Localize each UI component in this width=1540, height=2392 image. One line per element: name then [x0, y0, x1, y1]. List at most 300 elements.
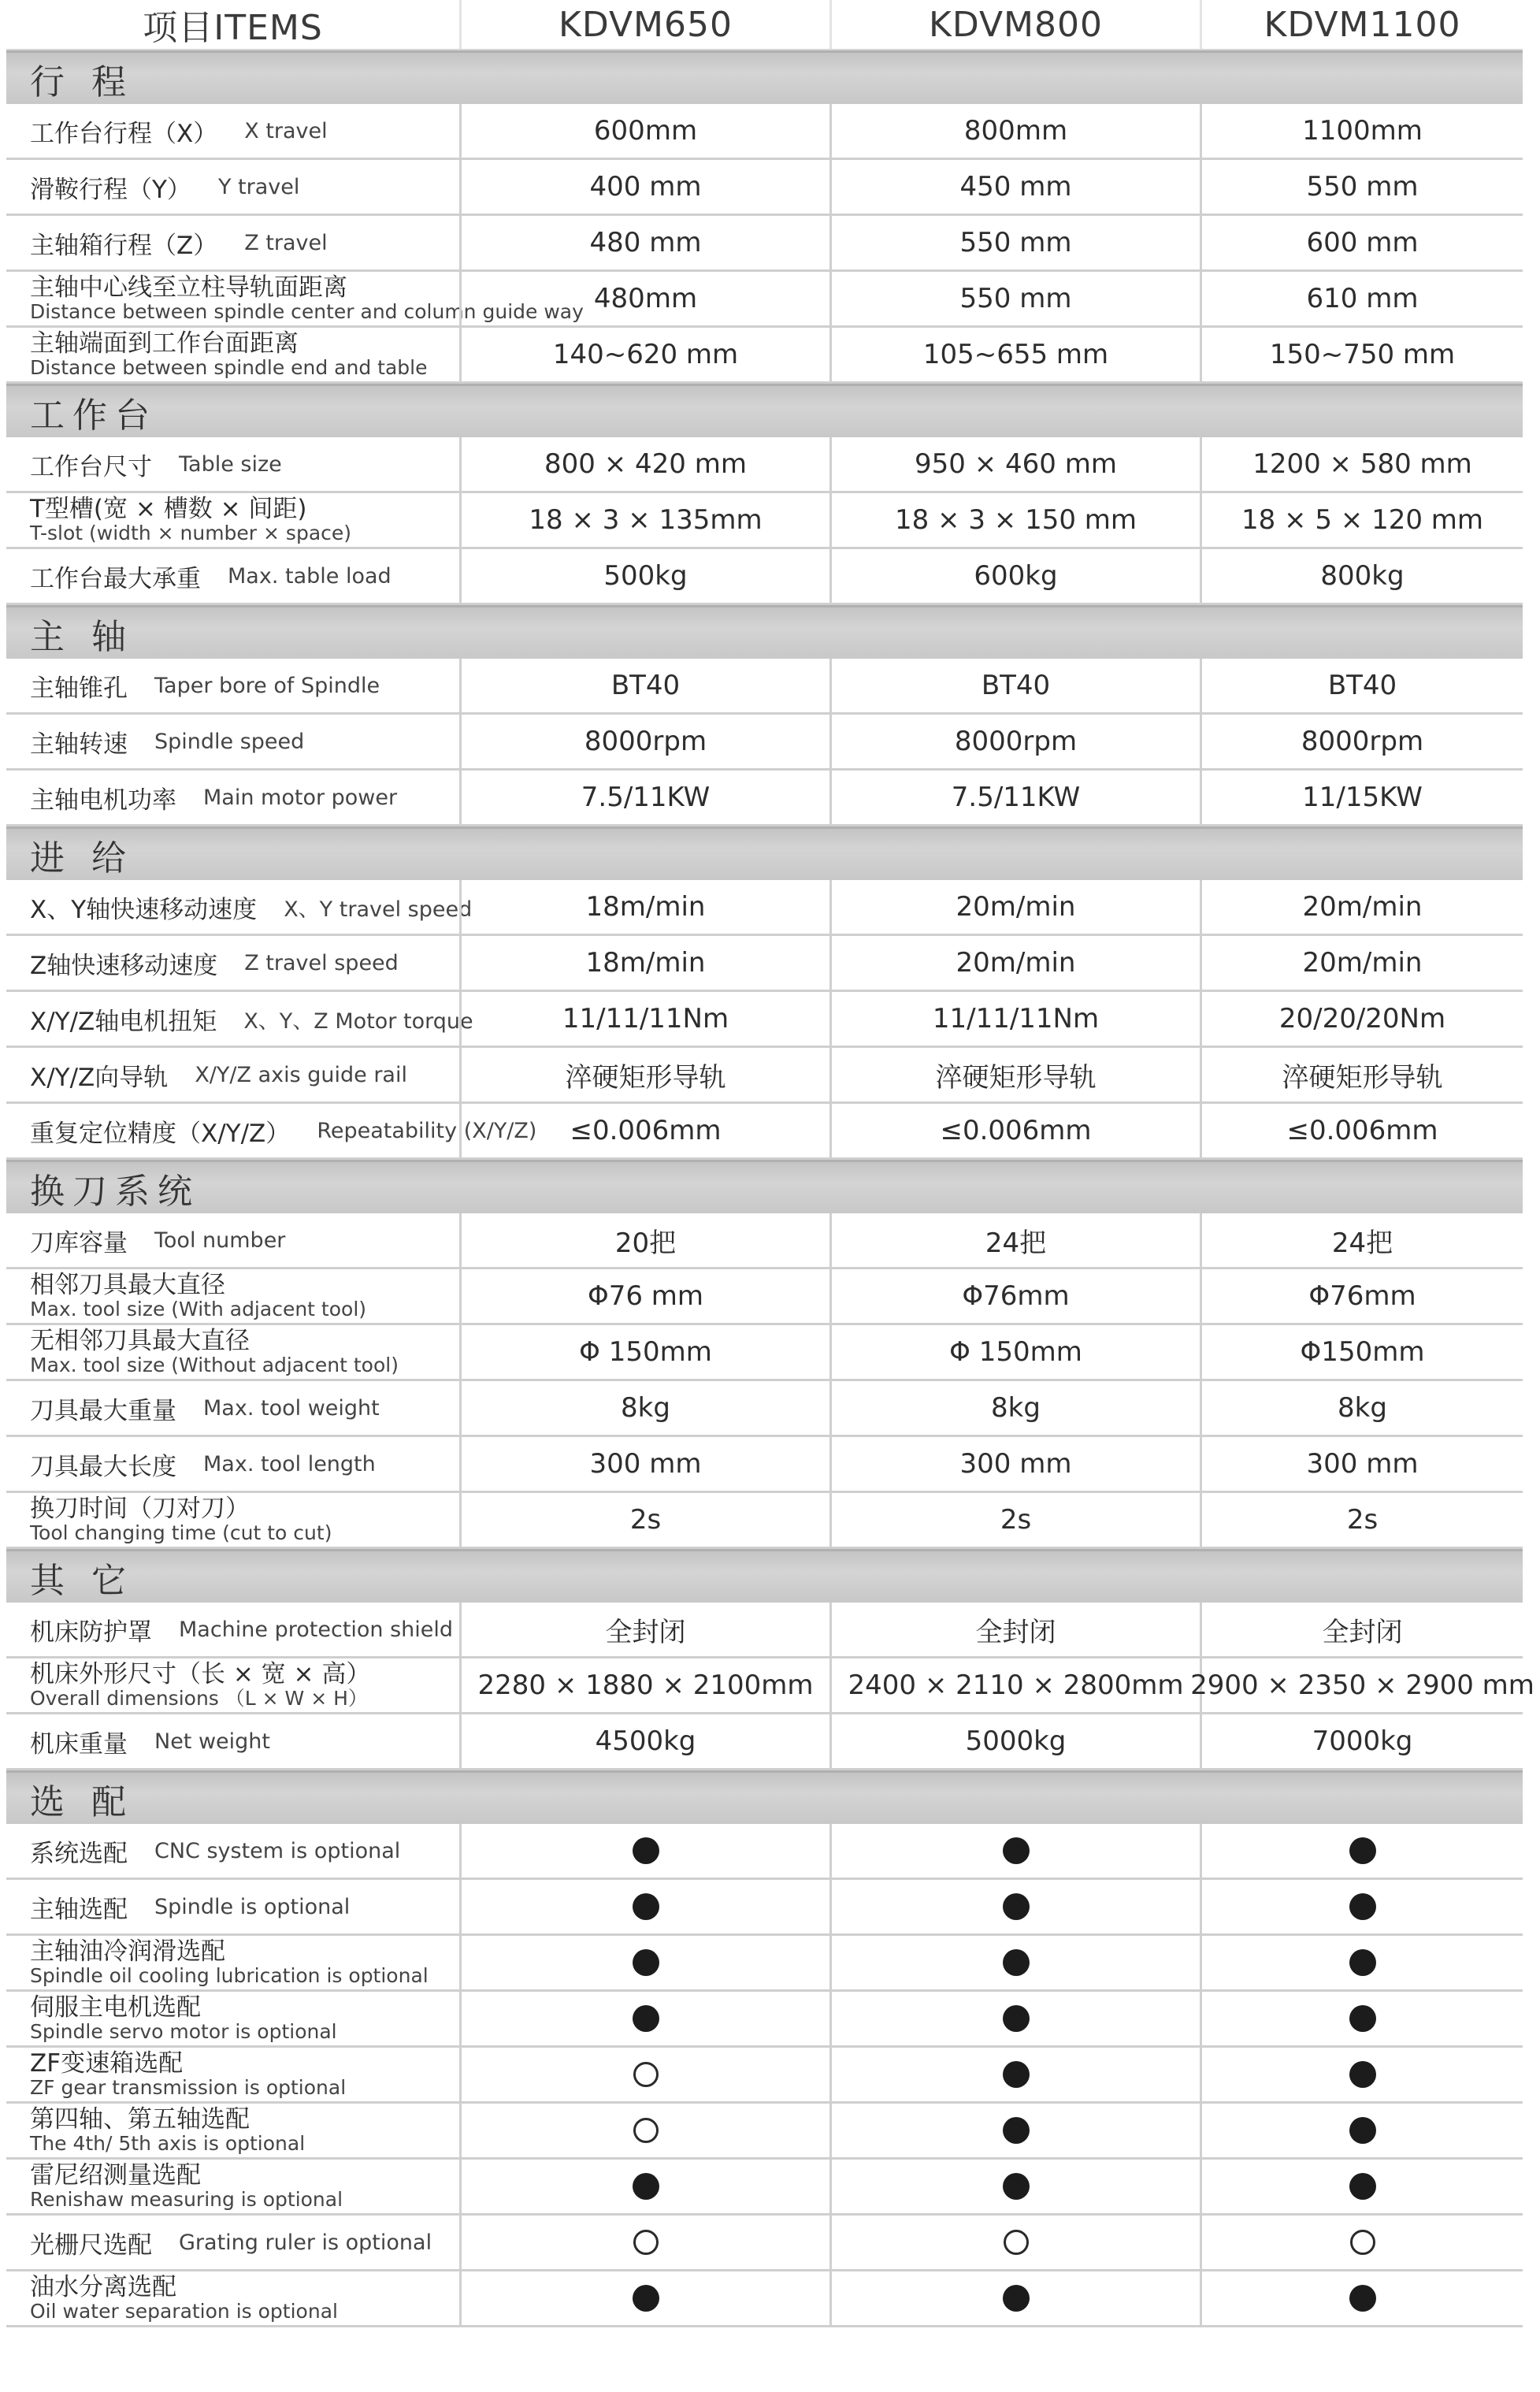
label-zh: 重复定位精度（X/Y/Z）: [30, 1119, 291, 1148]
value-cell-model-2: [829, 659, 1200, 712]
label-zh: 光栅尺选配: [30, 2230, 152, 2260]
value-cell-model-1: [459, 1437, 829, 1491]
table-row: [6, 2216, 1523, 2271]
filled-circle-icon: [1349, 2173, 1376, 2200]
label-en: X、Y travel speed: [284, 897, 473, 922]
label-zh: 机床重量: [30, 1729, 128, 1759]
table-row: [6, 1269, 1523, 1325]
value-cell-model-3: [1200, 2216, 1523, 2269]
spec-value: 淬硬矩形导轨: [1282, 1061, 1443, 1094]
value-cell-model-3: [1200, 771, 1523, 824]
table-row: [6, 2048, 1523, 2104]
row-label: [30, 1269, 366, 1323]
row-label-cell: [6, 160, 459, 214]
label-zh: 刀库容量: [30, 1228, 128, 1257]
label-zh: X、Y轴快速移动速度: [30, 895, 258, 924]
filled-circle-icon: [1349, 1893, 1376, 1920]
open-circle-icon: [633, 2062, 659, 2087]
table-row: [6, 1381, 1523, 1437]
row-label-cell: [6, 659, 459, 712]
table-row: [6, 715, 1523, 771]
spec-value: 480mm: [593, 283, 698, 314]
label-en: Distance between spindle center and column guide way: [30, 300, 584, 323]
label-en: Grating ruler is optional: [179, 2230, 432, 2255]
header-model-3: KDVM1100: [1200, 0, 1523, 49]
spec-value: 全封闭: [1322, 1616, 1403, 1648]
spec-value: 11/11/11Nm: [562, 1003, 729, 1034]
table-row: [6, 1493, 1523, 1549]
row-label: [30, 328, 427, 381]
table-row: [6, 104, 1523, 160]
table-row: [6, 1824, 1523, 1880]
value-cell-model-2: [829, 1381, 1200, 1435]
value-cell-model-1: [459, 328, 829, 381]
label-zh: 油水分离选配: [30, 2273, 176, 2301]
value-cell-model-3: [1200, 992, 1523, 1046]
row-label-cell: [6, 2160, 459, 2213]
value-cell-model-2: [829, 1714, 1200, 1768]
label-en: Repeatability (X/Y/Z): [317, 1118, 537, 1143]
open-circle-icon: [1350, 2230, 1375, 2255]
row-label-cell: [6, 1213, 459, 1267]
spec-value: 5000kg: [965, 1725, 1067, 1757]
section-header: 主 轴: [6, 605, 1523, 659]
label-zh: X/Y/Z向导轨: [30, 1063, 169, 1092]
filled-circle-icon: [1003, 1949, 1030, 1976]
label-en: Max. tool size (With adjacent tool): [30, 1298, 367, 1320]
value-cell-model-1: [459, 1714, 829, 1768]
value-cell-model-3: [1200, 272, 1523, 325]
table-row: [6, 1213, 1523, 1269]
spec-value: ≤0.006mm: [570, 1115, 722, 1146]
label-zh: 主轴箱行程（Z）: [30, 231, 218, 260]
value-cell-model-3: [1200, 1603, 1523, 1656]
spec-value: 18 × 3 × 135mm: [529, 504, 763, 536]
open-circle-icon: [633, 2230, 659, 2255]
value-cell-model-3: [1200, 493, 1523, 547]
value-cell-model-3: [1200, 104, 1523, 158]
value-cell-model-2: [829, 1437, 1200, 1491]
table-row: [6, 272, 1523, 328]
spec-value: 20m/min: [1302, 891, 1423, 923]
value-cell-model-1: [459, 104, 829, 158]
value-cell-model-2: [829, 992, 1200, 1046]
value-cell-model-2: [829, 1658, 1200, 1712]
label-zh: X/Y/Z轴电机扭矩: [30, 1007, 217, 1036]
value-cell-model-3: [1200, 1104, 1523, 1157]
value-cell-model-2: [829, 1824, 1200, 1878]
label-en: X/Y/Z axis guide rail: [195, 1062, 407, 1087]
table-row: [6, 1325, 1523, 1381]
value-cell-model-3: [1200, 437, 1523, 491]
label-en: Max. table load: [228, 563, 391, 589]
value-cell-model-2: [829, 771, 1200, 824]
filled-circle-icon: [1349, 1949, 1376, 1976]
row-label-cell: [6, 1325, 459, 1379]
open-circle-icon: [1004, 2230, 1029, 2255]
label-en: Main motor power: [203, 785, 398, 810]
spec-value: 610 mm: [1306, 283, 1419, 314]
row-label: [30, 104, 328, 158]
row-label-cell: [6, 2216, 459, 2269]
label-en: Distance between spindle end and table: [30, 356, 428, 379]
row-label-cell: [6, 936, 459, 990]
filled-circle-icon: [1003, 1837, 1030, 1864]
row-label: [30, 1381, 380, 1435]
table-row: [6, 2104, 1523, 2160]
label-en: The 4th/ 5th axis is optional: [30, 2132, 306, 2155]
value-cell-model-3: [1200, 1493, 1523, 1547]
spec-value: 550 mm: [959, 227, 1072, 258]
value-cell-model-2: [829, 1493, 1200, 1547]
label-en: X、Y、Z Motor torque: [243, 1008, 473, 1034]
filled-circle-icon: [1003, 2285, 1030, 2312]
value-cell-model-1: [459, 272, 829, 325]
row-label: [30, 1213, 285, 1267]
spec-value: 18m/min: [585, 947, 706, 979]
value-cell-model-2: [829, 936, 1200, 990]
spec-value: Φ76 mm: [587, 1280, 704, 1312]
value-cell-model-3: [1200, 1325, 1523, 1379]
section-header: 选 配: [6, 1770, 1523, 1824]
spec-value: 20m/min: [956, 947, 1076, 979]
spec-value: 2900 × 2350 × 2900 mm: [1190, 1670, 1534, 1701]
row-label-cell: [6, 1269, 459, 1323]
value-cell-model-1: [459, 216, 829, 269]
value-cell-model-1: [459, 936, 829, 990]
spec-value: 20把: [614, 1227, 677, 1259]
value-cell-model-1: [459, 715, 829, 768]
spec-value: 2s: [1000, 1504, 1032, 1536]
row-label: [30, 659, 380, 712]
spec-value: 2s: [629, 1504, 662, 1536]
spec-value: 480 mm: [589, 227, 702, 258]
row-label-cell: [6, 328, 459, 381]
filled-circle-icon: [1349, 2117, 1376, 2144]
filled-circle-icon: [633, 1949, 659, 1976]
row-label: [30, 2104, 305, 2157]
value-cell-model-2: [829, 880, 1200, 934]
spec-value: 7.5/11KW: [951, 782, 1081, 813]
value-cell-model-1: [459, 1493, 829, 1547]
row-label: [30, 1603, 453, 1656]
filled-circle-icon: [633, 1893, 659, 1920]
row-label-cell: [6, 437, 459, 491]
label-en: Spindle is optional: [154, 1894, 351, 1919]
label-en: Tool number: [154, 1228, 286, 1253]
value-cell-model-3: [1200, 1992, 1523, 2045]
label-zh: 工作台尺寸: [30, 452, 152, 481]
table-row: [6, 328, 1523, 384]
spec-value: 24把: [1331, 1227, 1393, 1259]
value-cell-model-1: [459, 1213, 829, 1267]
table-row: [6, 1992, 1523, 2048]
value-cell-model-3: [1200, 1048, 1523, 1101]
value-cell-model-3: [1200, 549, 1523, 603]
row-label-cell: [6, 1603, 459, 1656]
row-label: [30, 1992, 337, 2045]
table-row: [6, 771, 1523, 826]
table-row: [6, 880, 1523, 936]
spec-value: 8kg: [991, 1392, 1041, 1424]
spec-value: 2400 × 2110 × 2800mm: [848, 1670, 1184, 1701]
value-cell-model-1: [459, 2160, 829, 2213]
row-label: [30, 1880, 350, 1933]
table-row: [6, 160, 1523, 216]
row-label-cell: [6, 549, 459, 603]
spec-value: 8000rpm: [584, 726, 707, 757]
row-label-cell: [6, 715, 459, 768]
value-cell-model-1: [459, 1936, 829, 1989]
row-label-cell: [6, 1824, 459, 1878]
row-label-cell: [6, 1493, 459, 1547]
value-cell-model-3: [1200, 2048, 1523, 2101]
value-cell-model-1: [459, 1104, 829, 1157]
value-cell-model-3: [1200, 659, 1523, 712]
header-model-2: KDVM800: [829, 0, 1200, 49]
row-label-cell: [6, 1714, 459, 1768]
value-cell-model-1: [459, 659, 829, 712]
filled-circle-icon: [633, 1837, 659, 1864]
spec-value: 140~620 mm: [552, 339, 739, 370]
filled-circle-icon: [633, 2285, 659, 2312]
value-cell-model-1: [459, 1992, 829, 2045]
label-en: Table size: [179, 451, 282, 477]
value-cell-model-1: [459, 2216, 829, 2269]
row-label: [30, 216, 328, 269]
value-cell-model-3: [1200, 2160, 1523, 2213]
label-zh: 工作台行程（X）: [30, 119, 218, 148]
value-cell-model-1: [459, 1880, 829, 1933]
value-cell-model-3: [1200, 216, 1523, 269]
value-cell-model-2: [829, 1269, 1200, 1323]
spec-value: BT40: [981, 670, 1051, 701]
section-header: 其 它: [6, 1549, 1523, 1603]
row-label-cell: [6, 1992, 459, 2045]
label-zh: 第四轴、第五轴选配: [30, 2105, 250, 2134]
value-cell-model-1: [459, 1048, 829, 1101]
row-label: [30, 2271, 338, 2325]
spec-value: 8000rpm: [1301, 726, 1424, 757]
section-header: 换刀系统: [6, 1160, 1523, 1213]
spec-value: BT40: [610, 670, 681, 701]
label-zh: 主轴油冷润滑选配: [30, 1937, 225, 1966]
filled-circle-icon: [1003, 2117, 1030, 2144]
row-label-cell: [6, 493, 459, 547]
value-cell-model-2: [829, 549, 1200, 603]
table-row: [6, 1936, 1523, 1992]
label-zh: 主轴端面到工作台面距离: [30, 329, 299, 358]
spec-value: BT40: [1327, 670, 1397, 701]
spec-value: 550 mm: [959, 283, 1072, 314]
row-label: [30, 771, 397, 824]
value-cell-model-1: [459, 437, 829, 491]
label-zh: 主轴选配: [30, 1895, 128, 1924]
label-zh: 主轴转速: [30, 730, 128, 759]
spec-value: 20m/min: [956, 891, 1076, 923]
table-row: [6, 493, 1523, 549]
label-zh: 工作台最大承重: [30, 564, 201, 593]
label-en: Renishaw measuring is optional: [30, 2188, 343, 2211]
label-zh: 伺服主电机选配: [30, 1993, 201, 2022]
value-cell-model-1: [459, 160, 829, 214]
filled-circle-icon: [1003, 1893, 1030, 1920]
spec-value: 8kg: [621, 1392, 670, 1424]
value-cell-model-3: [1200, 1437, 1523, 1491]
label-en: Tool changing time (cut to cut): [30, 1521, 332, 1544]
table-row: [6, 1880, 1523, 1936]
value-cell-model-2: [829, 1325, 1200, 1379]
filled-circle-icon: [633, 2173, 659, 2200]
label-en: Machine protection shield: [179, 1617, 454, 1642]
value-cell-model-3: [1200, 1213, 1523, 1267]
row-label: [30, 2048, 346, 2101]
label-en: Max. tool length: [203, 1451, 376, 1476]
spec-value: 淬硬矩形导轨: [935, 1061, 1097, 1094]
row-label: [30, 1048, 407, 1101]
table-row: [6, 1714, 1523, 1770]
row-label: [30, 1936, 429, 1989]
row-label: [30, 437, 282, 491]
label-en: X travel: [244, 118, 328, 143]
table-row: [6, 1437, 1523, 1493]
table-row: [6, 1658, 1534, 1714]
open-circle-icon: [633, 2118, 659, 2143]
spec-value: 150~750 mm: [1269, 339, 1456, 370]
value-cell-model-1: [459, 1824, 829, 1878]
label-en: Overall dimensions （L × W × H）: [30, 1687, 368, 1710]
label-en: Z travel: [244, 230, 328, 255]
table-row: [6, 216, 1523, 272]
label-en: Net weight: [154, 1729, 271, 1754]
value-cell-model-3: [1190, 1658, 1534, 1712]
value-cell-model-1: [459, 880, 829, 934]
spec-value: ≤0.006mm: [1286, 1115, 1438, 1146]
header-items: 项目ITEMS: [143, 8, 323, 48]
spec-value: 11/15KW: [1302, 782, 1423, 813]
value-cell-model-3: [1200, 1880, 1523, 1933]
row-label-cell: [6, 216, 459, 269]
label-zh: 雷尼绍测量选配: [30, 2161, 201, 2190]
label-en: Spindle speed: [154, 729, 305, 754]
spec-value: 4500kg: [595, 1725, 696, 1757]
label-zh: ZF变速箱选配: [30, 2049, 184, 2078]
row-label: [30, 1658, 370, 1712]
label-en: CNC system is optional: [154, 1838, 401, 1863]
row-label-cell: [6, 771, 459, 824]
value-cell-model-1: [459, 1603, 829, 1656]
spec-value: 18 × 3 × 150 mm: [894, 504, 1137, 536]
label-en: Max. tool weight: [203, 1395, 380, 1421]
spec-value: 18m/min: [585, 891, 706, 923]
value-cell-model-3: [1200, 160, 1523, 214]
spec-value: 1200 × 580 mm: [1252, 448, 1472, 480]
row-label: [30, 2160, 343, 2213]
value-cell-model-3: [1200, 2104, 1523, 2157]
label-en: Max. tool size (Without adjacent tool): [30, 1354, 399, 1376]
spec-value: 950 × 460 mm: [915, 448, 1117, 480]
spec-value: 500kg: [603, 560, 688, 592]
spec-value: 450 mm: [959, 171, 1072, 202]
label-zh: 换刀时间（刀对刀）: [30, 1495, 250, 1523]
value-cell-model-3: [1200, 1381, 1523, 1435]
value-cell-model-3: [1200, 328, 1523, 381]
value-cell-model-2: [829, 2160, 1200, 2213]
value-cell-model-1: [459, 2271, 829, 2325]
spec-value: 2s: [1346, 1504, 1379, 1536]
row-label-cell: [6, 272, 584, 325]
spec-value: 20m/min: [1302, 947, 1423, 979]
table-row: [6, 2271, 1523, 2327]
spec-value: Φ76mm: [1308, 1280, 1416, 1312]
value-cell-model-2: [829, 1936, 1200, 1989]
value-cell-model-3: [1200, 1269, 1523, 1323]
label-zh: 主轴中心线至立柱导轨面距离: [30, 273, 347, 302]
value-cell-model-1: [459, 493, 829, 547]
spec-value: 18 × 5 × 120 mm: [1241, 504, 1484, 536]
label-zh: 相邻刀具最大直径: [30, 1271, 225, 1299]
value-cell-model-2: [829, 328, 1200, 381]
table-row: [6, 1603, 1523, 1658]
row-label-cell: [6, 1381, 459, 1435]
table-row: [6, 2160, 1523, 2216]
label-en: T-slot (width × number × space): [30, 522, 352, 544]
value-cell-model-2: [829, 160, 1200, 214]
table-row: [6, 549, 1523, 605]
row-label-cell: [6, 992, 473, 1046]
value-cell-model-1: [459, 1269, 829, 1323]
spec-value: Φ150mm: [1300, 1336, 1425, 1368]
filled-circle-icon: [1003, 2005, 1030, 2032]
label-zh: 无相邻刀具最大直径: [30, 1327, 250, 1355]
value-cell-model-3: [1200, 715, 1523, 768]
label-en: Taper bore of Spindle: [154, 673, 380, 698]
spec-value: 淬硬矩形导轨: [565, 1061, 726, 1094]
row-label: [30, 1824, 400, 1878]
label-zh: 滑鞍行程（Y）: [30, 175, 191, 204]
label-zh: 刀具最大重量: [30, 1396, 176, 1425]
value-cell-model-1: [459, 549, 829, 603]
spec-value: ≤0.006mm: [940, 1115, 1092, 1146]
spec-value: 800mm: [963, 115, 1068, 147]
row-label-cell: [6, 2271, 459, 2325]
table-row: [6, 992, 1523, 1048]
spec-value: 24把: [985, 1227, 1047, 1259]
value-cell-model-2: [829, 1213, 1200, 1267]
value-cell-model-2: [829, 216, 1200, 269]
header-model-1: KDVM650: [459, 0, 829, 49]
spec-value: 300 mm: [1306, 1448, 1419, 1480]
label-en: Z travel speed: [244, 950, 399, 975]
row-label: [30, 992, 473, 1046]
value-cell-model-2: [829, 493, 1200, 547]
value-cell-model-1: [459, 1381, 829, 1435]
spec-value: 7.5/11KW: [581, 782, 711, 813]
spec-value: 600kg: [974, 560, 1058, 592]
row-label-cell: [6, 1658, 459, 1712]
label-en: Y travel: [217, 174, 300, 199]
spec-table: [6, 0, 1534, 2327]
spec-value: 全封闭: [975, 1616, 1056, 1648]
row-label: [30, 936, 399, 990]
spec-value: 400 mm: [589, 171, 702, 202]
row-label: [30, 880, 472, 934]
spec-value: 550 mm: [1306, 171, 1419, 202]
spec-value: 7000kg: [1312, 1725, 1413, 1757]
spec-value: Φ 150mm: [949, 1336, 1082, 1368]
row-label-cell: [6, 2048, 459, 2101]
row-label: [30, 2216, 432, 2269]
